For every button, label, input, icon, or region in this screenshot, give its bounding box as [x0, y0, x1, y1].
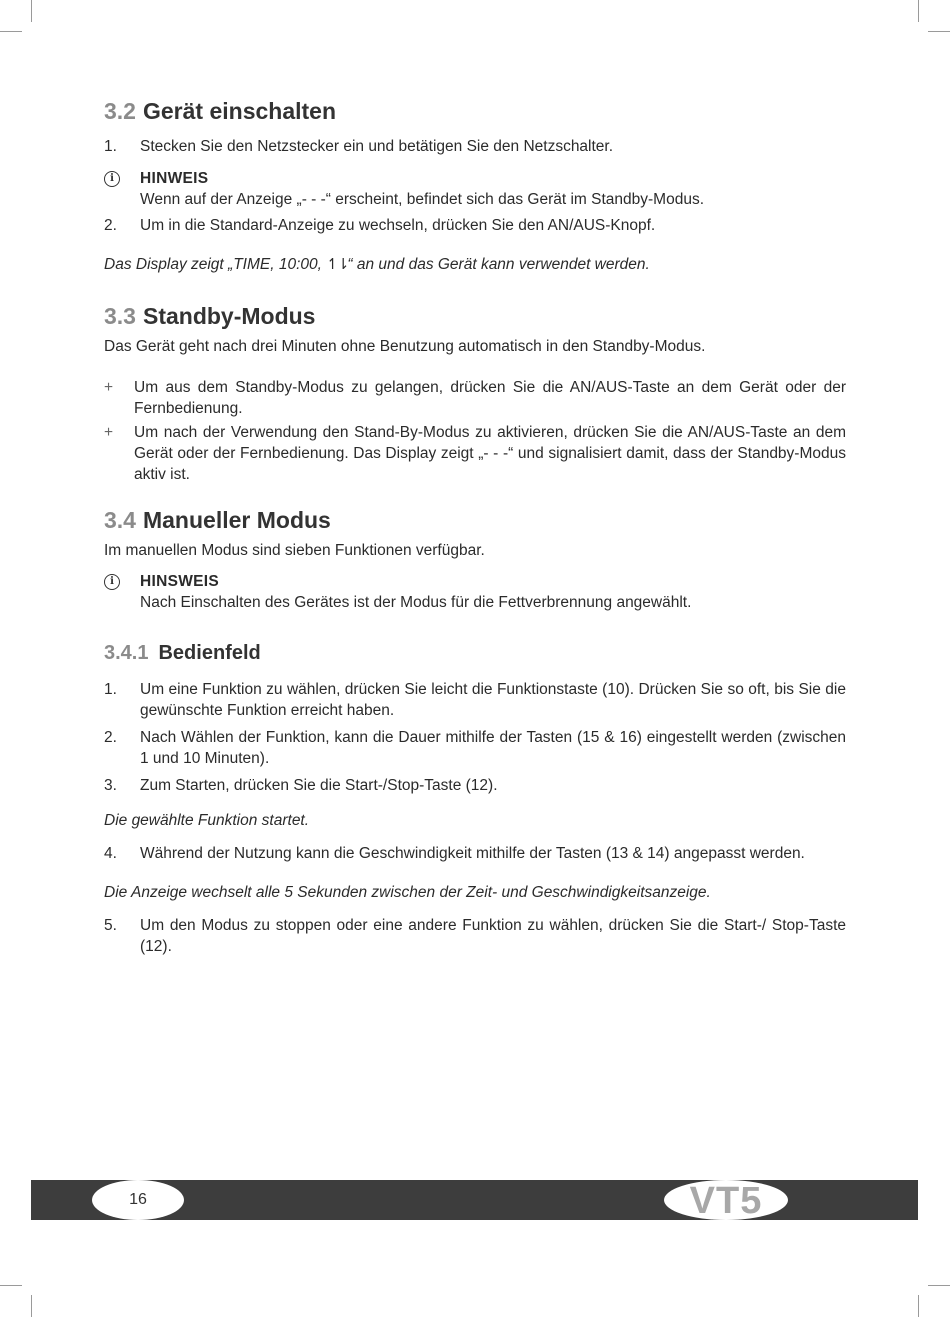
- note-title: HINSWEIS: [140, 573, 220, 590]
- plus-icon: +: [104, 424, 114, 441]
- step-list: [104, 679, 846, 796]
- list-item: + Um aus dem Standby-Modus zu gelangen, drücken Sie die AN/AUS-Taste an dem Gerät oder der Fernbedienung.: [104, 379, 846, 417]
- crop-mark: [0, 31, 22, 32]
- crop-mark: [928, 1285, 950, 1286]
- step-list: [104, 843, 846, 864]
- bullet-list: [104, 377, 846, 485]
- section-number: 3.3: [104, 303, 136, 329]
- list-item: 1. Um eine Funktion zu wählen, drücken Sie leicht die Funktionstaste (10). Drücken Sie so oft, bis Sie die gewünschte Funktion erreicht haben.: [104, 681, 846, 719]
- crop-mark: [31, 0, 32, 22]
- list-item: 5. Um den Modus zu stoppen oder eine andere Funktion zu wählen, drücken Sie die Start-/ Stop-Taste (12).: [104, 917, 846, 955]
- crop-mark: [918, 1295, 919, 1317]
- page-content: [104, 96, 846, 957]
- subsection-heading-3-4-1: [104, 639, 846, 667]
- list-item: 1. Stecken Sie den Netzstecker ein und betätigen Sie den Netzschalter.: [104, 138, 614, 155]
- brand-logo: VT5: [664, 1180, 788, 1220]
- note-body: Wenn auf der Anzeige „- - -“ erscheint, befindet sich das Gerät im Standby-Modus.: [140, 191, 705, 208]
- info-icon: i: [104, 574, 120, 590]
- result-text: Das Display zeigt „TIME, 10:00, ↿⇂“ an und das Gerät kann verwendet werden.: [104, 256, 650, 273]
- section-heading-3-4: [104, 505, 846, 535]
- section-title: Manueller Modus: [142, 507, 331, 533]
- note-body: Nach Einschalten des Gerätes ist der Modus für die Fettverbrennung angewählt.: [140, 594, 692, 611]
- step-list: [104, 915, 846, 957]
- step-list: [104, 215, 846, 236]
- result-text: Die Anzeige wechselt alle 5 Sekunden zwischen der Zeit- und Geschwindigkeitsanzeige.: [104, 884, 711, 901]
- note-block: [104, 572, 846, 613]
- crop-mark: [31, 1295, 32, 1317]
- section-title: Standby-Modus: [142, 303, 316, 329]
- result-text: Die gewählte Funktion startet.: [104, 812, 310, 829]
- note-title: HINWEIS: [140, 170, 209, 187]
- section-number: 3.4: [104, 507, 136, 533]
- plus-icon: +: [104, 379, 114, 396]
- section-heading-3-3: [104, 301, 846, 331]
- display-arrows-icon: ↿⇂: [326, 256, 348, 273]
- crop-mark: [0, 1285, 22, 1286]
- note-block: [104, 169, 846, 210]
- list-item: 2. Um in die Standard-Anzeige zu wechseln, drücken Sie den AN/AUS-Knopf.: [104, 217, 656, 234]
- section-title: Bedienfeld: [158, 642, 261, 664]
- crop-mark: [928, 31, 950, 32]
- section-number: 3.4.1: [104, 642, 149, 664]
- info-icon: i: [104, 171, 120, 187]
- section-title: Gerät einschalten: [142, 98, 337, 124]
- step-list: [104, 136, 846, 157]
- section-intro: Im manuellen Modus sind sieben Funktionen verfügbar.: [104, 542, 485, 559]
- list-item: 2. Nach Wählen der Funktion, kann die Dauer mithilfe der Tasten (15 & 16) eingestellt werden (zwischen 1 und 10 Minuten).: [104, 729, 846, 767]
- list-item: + Um nach der Verwendung den Stand-By-Modus zu aktivieren, drücken Sie die AN/AUS-Taste an dem Gerät oder der Fernbedienung. Das Display zeigt „- - -“ und signalisiert damit, dass der Standby-Modus aktiv ist.: [104, 424, 846, 483]
- list-item: 4. Während der Nutzung kann die Geschwindigkeit mithilfe der Tasten (13 & 14) angepasst werden.: [104, 845, 805, 862]
- page-number: 16: [92, 1180, 184, 1220]
- section-heading-3-2: [104, 96, 846, 126]
- section-number: 3.2: [104, 98, 136, 124]
- crop-mark: [918, 0, 919, 22]
- section-intro: Das Gerät geht nach drei Minuten ohne Benutzung automatisch in den Standby-Modus.: [104, 338, 706, 355]
- list-item: 3. Zum Starten, drücken Sie die Start-/Stop-Taste (12).: [104, 777, 498, 794]
